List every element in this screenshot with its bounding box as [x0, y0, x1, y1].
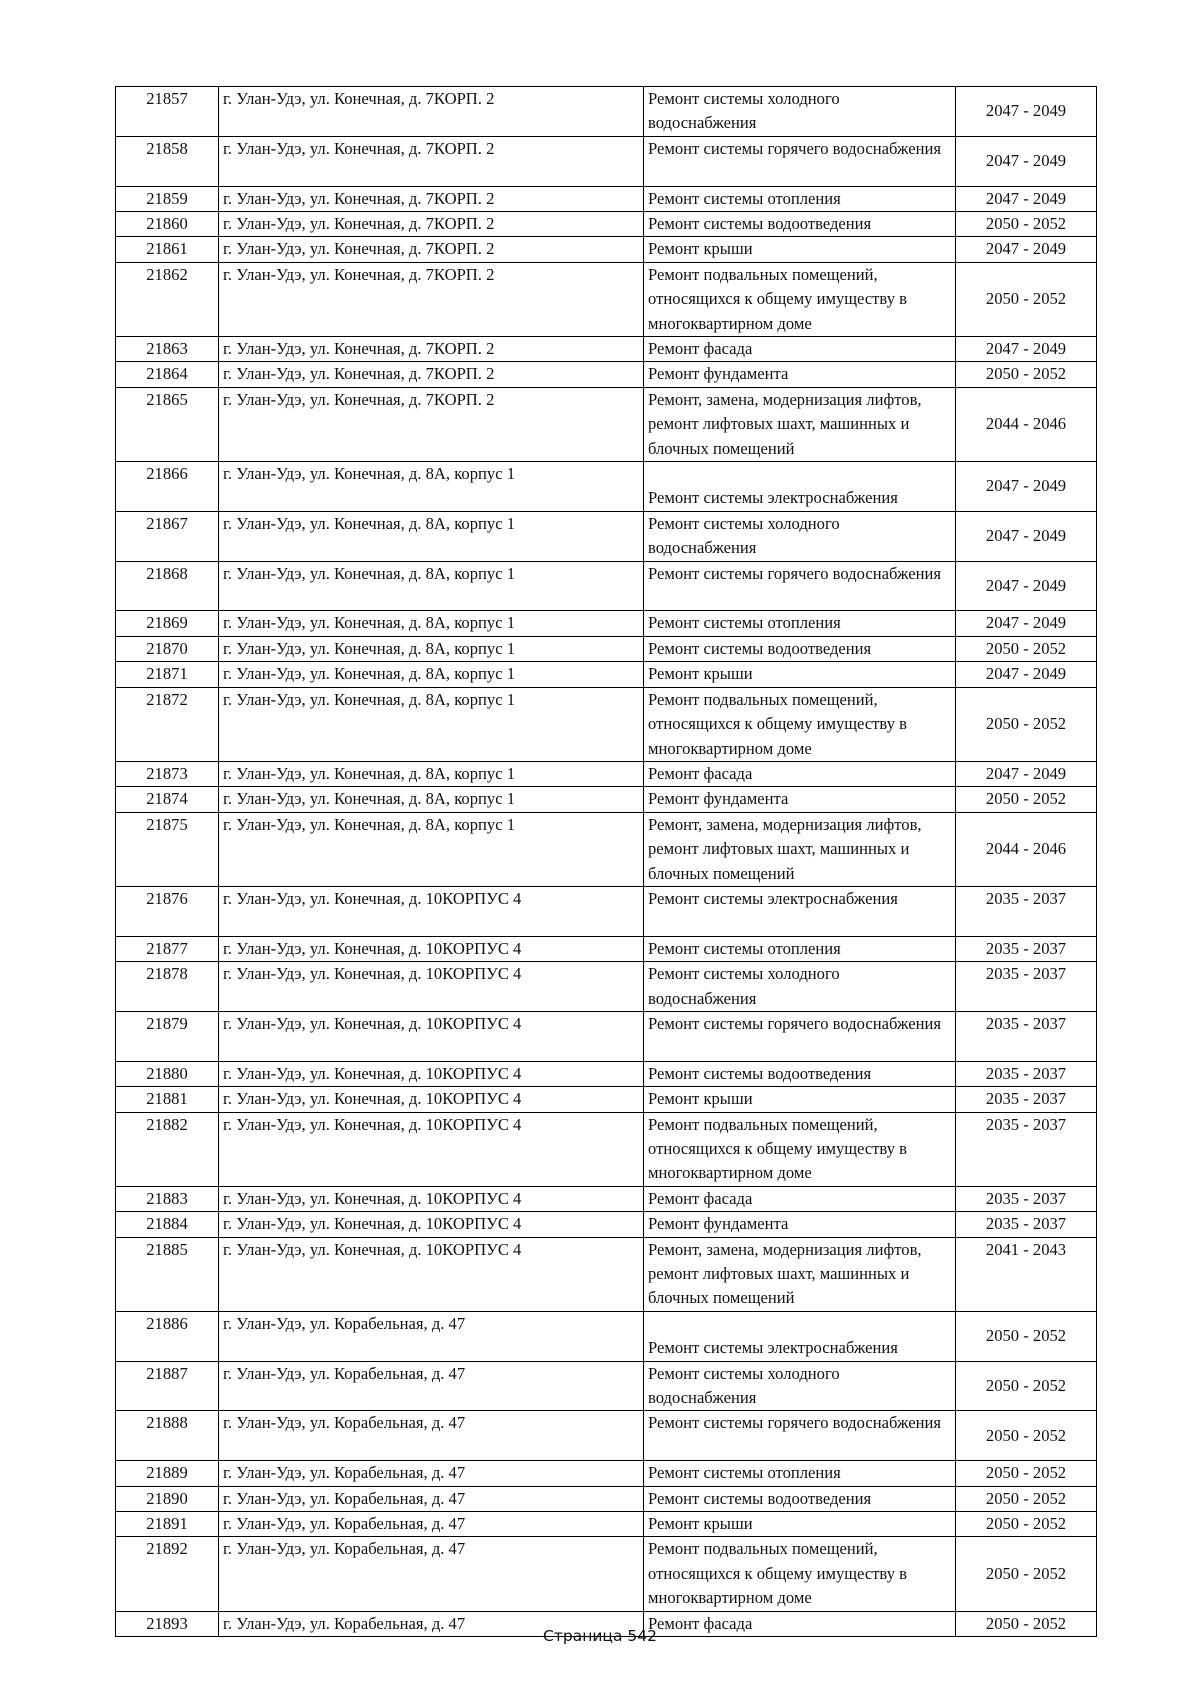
- table-row: [116, 662, 1097, 687]
- table-row: [116, 387, 1097, 461]
- period-cell: 2035 - 2037: [956, 1186, 1097, 1211]
- address-cell: г. Улан-Удэ, ул. Конечная, д. 7КОРП. 2: [219, 237, 644, 262]
- address-cell: г. Улан-Удэ, ул. Конечная, д. 7КОРП. 2: [219, 362, 644, 387]
- table-row: [116, 1112, 1097, 1186]
- period-cell: 2050 - 2052: [956, 1311, 1097, 1361]
- row-number: 21863: [116, 337, 219, 362]
- table-row: [116, 511, 1097, 561]
- work-type-cell: Ремонт, замена, модернизация лифтов, ремонт лифтовых шахт, машинных и блочных помещений: [644, 1237, 956, 1311]
- row-number: 21876: [116, 886, 219, 936]
- row-number: 21892: [116, 1537, 219, 1611]
- row-number: 21879: [116, 1011, 219, 1061]
- work-type-cell: Ремонт подвальных помещений, относящихся к общему имуществу в многоквартирном доме: [644, 262, 956, 336]
- period-cell: 2050 - 2052: [956, 262, 1097, 336]
- work-type-cell: Ремонт фасада: [644, 761, 956, 786]
- page-number: Страница 542: [543, 1627, 657, 1645]
- table-row: [116, 1011, 1097, 1061]
- period-cell: 2050 - 2052: [956, 1486, 1097, 1511]
- period-cell: 2047 - 2049: [956, 611, 1097, 636]
- period-cell: 2050 - 2052: [956, 1611, 1097, 1636]
- table-row: [116, 611, 1097, 636]
- work-type-cell: Ремонт системы холодного водоснабжения: [644, 87, 956, 137]
- table-row: [116, 362, 1097, 387]
- table-row: [116, 1186, 1097, 1211]
- row-number: 21862: [116, 262, 219, 336]
- work-type-cell: Ремонт системы электроснабжения: [644, 886, 956, 936]
- period-cell: 2050 - 2052: [956, 1512, 1097, 1537]
- work-type-cell: Ремонт подвальных помещений, относящихся к общему имуществу в многоквартирном доме: [644, 1112, 956, 1186]
- address-cell: г. Улан-Удэ, ул. Конечная, д. 8А, корпус 1: [219, 611, 644, 636]
- row-number: 21864: [116, 362, 219, 387]
- period-cell: 2035 - 2037: [956, 1112, 1097, 1186]
- row-number: 21883: [116, 1186, 219, 1211]
- row-number: 21873: [116, 761, 219, 786]
- address-cell: г. Улан-Удэ, ул. Конечная, д. 8А, корпус 1: [219, 662, 644, 687]
- period-cell: 2035 - 2037: [956, 1212, 1097, 1237]
- address-cell: г. Улан-Удэ, ул. Корабельная, д. 47: [219, 1461, 644, 1486]
- table-row: [116, 1311, 1097, 1361]
- row-number: 21866: [116, 462, 219, 512]
- row-number: 21858: [116, 136, 219, 186]
- address-cell: г. Улан-Удэ, ул. Конечная, д. 7КОРП. 2: [219, 387, 644, 461]
- address-cell: г. Улан-Удэ, ул. Конечная, д. 10КОРПУС 4: [219, 1011, 644, 1061]
- row-number: 21880: [116, 1061, 219, 1086]
- row-number: 21859: [116, 186, 219, 211]
- row-number: 21881: [116, 1087, 219, 1112]
- period-cell: 2044 - 2046: [956, 387, 1097, 461]
- row-number: 21869: [116, 611, 219, 636]
- work-type-cell: Ремонт подвальных помещений, относящихся к общему имуществу в многоквартирном доме: [644, 687, 956, 761]
- address-cell: г. Улан-Удэ, ул. Конечная, д. 10КОРПУС 4: [219, 1237, 644, 1311]
- address-cell: г. Улан-Удэ, ул. Конечная, д. 10КОРПУС 4: [219, 936, 644, 961]
- table-row: [116, 262, 1097, 336]
- table-row: [116, 761, 1097, 786]
- table-row: [116, 1087, 1097, 1112]
- period-cell: 2047 - 2049: [956, 662, 1097, 687]
- period-cell: 2047 - 2049: [956, 462, 1097, 512]
- address-cell: г. Улан-Удэ, ул. Конечная, д. 7КОРП. 2: [219, 262, 644, 336]
- work-type-cell: Ремонт, замена, модернизация лифтов, ремонт лифтовых шахт, машинных и блочных помещений: [644, 812, 956, 886]
- work-type-cell: Ремонт системы электроснабжения: [644, 1311, 956, 1361]
- table-row: [116, 787, 1097, 812]
- address-cell: г. Улан-Удэ, ул. Конечная, д. 7КОРП. 2: [219, 136, 644, 186]
- row-number: 21868: [116, 561, 219, 611]
- period-cell: 2050 - 2052: [956, 1361, 1097, 1411]
- address-cell: г. Улан-Удэ, ул. Конечная, д. 7КОРП. 2: [219, 186, 644, 211]
- period-cell: 2035 - 2037: [956, 886, 1097, 936]
- row-number: 21891: [116, 1512, 219, 1537]
- address-cell: г. Улан-Удэ, ул. Конечная, д. 8А, корпус 1: [219, 561, 644, 611]
- period-cell: 2050 - 2052: [956, 1537, 1097, 1611]
- row-number: 21893: [116, 1611, 219, 1636]
- work-type-cell: Ремонт фундамента: [644, 1212, 956, 1237]
- work-type-cell: Ремонт системы отопления: [644, 1461, 956, 1486]
- period-cell: 2035 - 2037: [956, 936, 1097, 961]
- row-number: 21886: [116, 1311, 219, 1361]
- table-row: [116, 936, 1097, 961]
- period-cell: 2047 - 2049: [956, 511, 1097, 561]
- address-cell: г. Улан-Удэ, ул. Конечная, д. 8А, корпус 1: [219, 787, 644, 812]
- work-type-cell: Ремонт системы водоотведения: [644, 636, 956, 661]
- row-number: 21871: [116, 662, 219, 687]
- work-type-cell: Ремонт фундамента: [644, 362, 956, 387]
- row-number: 21860: [116, 212, 219, 237]
- period-cell: 2047 - 2049: [956, 761, 1097, 786]
- period-cell: 2050 - 2052: [956, 636, 1097, 661]
- table-row: [116, 1361, 1097, 1411]
- row-number: 21867: [116, 511, 219, 561]
- table-row: [116, 1537, 1097, 1611]
- work-type-cell: Ремонт системы холодного водоснабжения: [644, 511, 956, 561]
- work-type-cell: Ремонт системы горячего водоснабжения: [644, 1411, 956, 1461]
- table-row: [116, 561, 1097, 611]
- address-cell: г. Улан-Удэ, ул. Конечная, д. 7КОРП. 2: [219, 337, 644, 362]
- address-cell: г. Улан-Удэ, ул. Корабельная, д. 47: [219, 1361, 644, 1411]
- row-number: 21861: [116, 237, 219, 262]
- address-cell: г. Улан-Удэ, ул. Конечная, д. 10КОРПУС 4: [219, 962, 644, 1012]
- table-row: [116, 1237, 1097, 1311]
- period-cell: 2035 - 2037: [956, 1087, 1097, 1112]
- period-cell: 2047 - 2049: [956, 337, 1097, 362]
- table-row: [116, 186, 1097, 211]
- address-cell: г. Улан-Удэ, ул. Конечная, д. 8А, корпус 1: [219, 812, 644, 886]
- table-row: [116, 962, 1097, 1012]
- work-type-cell: Ремонт крыши: [644, 1087, 956, 1112]
- row-number: 21888: [116, 1411, 219, 1461]
- address-cell: г. Улан-Удэ, ул. Конечная, д. 8А, корпус 1: [219, 761, 644, 786]
- work-type-cell: Ремонт крыши: [644, 237, 956, 262]
- table-row: [116, 87, 1097, 137]
- row-number: 21885: [116, 1237, 219, 1311]
- table-row: [116, 337, 1097, 362]
- table-row: [116, 1411, 1097, 1461]
- period-cell: 2047 - 2049: [956, 237, 1097, 262]
- address-cell: г. Улан-Удэ, ул. Конечная, д. 10КОРПУС 4: [219, 1186, 644, 1211]
- period-cell: 2035 - 2037: [956, 1061, 1097, 1086]
- address-cell: г. Улан-Удэ, ул. Конечная, д. 8А, корпус 1: [219, 511, 644, 561]
- address-cell: г. Улан-Удэ, ул. Корабельная, д. 47: [219, 1537, 644, 1611]
- address-cell: г. Улан-Удэ, ул. Корабельная, д. 47: [219, 1311, 644, 1361]
- work-type-cell: Ремонт фасада: [644, 1611, 956, 1636]
- work-type-cell: Ремонт системы водоотведения: [644, 212, 956, 237]
- table-row: [116, 237, 1097, 262]
- work-type-cell: Ремонт системы водоотведения: [644, 1061, 956, 1086]
- table-row: [116, 1212, 1097, 1237]
- work-type-cell: Ремонт фасада: [644, 1186, 956, 1211]
- period-cell: 2050 - 2052: [956, 362, 1097, 387]
- work-type-cell: Ремонт крыши: [644, 662, 956, 687]
- work-type-cell: Ремонт крыши: [644, 1512, 956, 1537]
- table-row: [116, 1512, 1097, 1537]
- row-number: 21877: [116, 936, 219, 961]
- row-number: 21875: [116, 812, 219, 886]
- row-number: 21884: [116, 1212, 219, 1237]
- work-type-cell: Ремонт системы водоотведения: [644, 1486, 956, 1511]
- work-type-cell: Ремонт системы горячего водоснабжения: [644, 1011, 956, 1061]
- address-cell: г. Улан-Удэ, ул. Корабельная, д. 47: [219, 1411, 644, 1461]
- row-number: 21865: [116, 387, 219, 461]
- address-cell: г. Улан-Удэ, ул. Конечная, д. 10КОРПУС 4: [219, 1061, 644, 1086]
- table-row: [116, 1486, 1097, 1511]
- table-row: [116, 886, 1097, 936]
- period-cell: 2035 - 2037: [956, 962, 1097, 1012]
- table-row: [116, 1461, 1097, 1486]
- work-type-cell: Ремонт системы электроснабжения: [644, 462, 956, 512]
- address-cell: г. Улан-Удэ, ул. Конечная, д. 10КОРПУС 4: [219, 1112, 644, 1186]
- period-cell: 2050 - 2052: [956, 1411, 1097, 1461]
- address-cell: г. Улан-Удэ, ул. Корабельная, д. 47: [219, 1512, 644, 1537]
- work-type-cell: Ремонт системы отопления: [644, 936, 956, 961]
- period-cell: 2041 - 2043: [956, 1237, 1097, 1311]
- table-row: [116, 636, 1097, 661]
- table-row: [116, 136, 1097, 186]
- work-type-cell: Ремонт системы горячего водоснабжения: [644, 136, 956, 186]
- work-type-cell: Ремонт системы отопления: [644, 611, 956, 636]
- row-number: 21857: [116, 87, 219, 137]
- period-cell: 2047 - 2049: [956, 87, 1097, 137]
- table-row: [116, 212, 1097, 237]
- address-cell: г. Улан-Удэ, ул. Конечная, д. 10КОРПУС 4: [219, 886, 644, 936]
- table-row: [116, 1061, 1097, 1086]
- address-cell: г. Улан-Удэ, ул. Конечная, д. 10КОРПУС 4: [219, 1087, 644, 1112]
- work-type-cell: Ремонт системы холодного водоснабжения: [644, 1361, 956, 1411]
- period-cell: 2047 - 2049: [956, 136, 1097, 186]
- work-type-cell: Ремонт подвальных помещений, относящихся к общему имуществу в многоквартирном доме: [644, 1537, 956, 1611]
- row-number: 21874: [116, 787, 219, 812]
- period-cell: 2050 - 2052: [956, 1461, 1097, 1486]
- address-cell: г. Улан-Удэ, ул. Конечная, д. 7КОРП. 2: [219, 212, 644, 237]
- address-cell: г. Улан-Удэ, ул. Конечная, д. 8А, корпус 1: [219, 636, 644, 661]
- row-number: 21870: [116, 636, 219, 661]
- row-number: 21882: [116, 1112, 219, 1186]
- row-number: 21890: [116, 1486, 219, 1511]
- table-row: [116, 462, 1097, 512]
- address-cell: г. Улан-Удэ, ул. Конечная, д. 10КОРПУС 4: [219, 1212, 644, 1237]
- repair-schedule-table: [115, 86, 1097, 1637]
- address-cell: г. Улан-Удэ, ул. Конечная, д. 8А, корпус 1: [219, 462, 644, 512]
- address-cell: г. Улан-Удэ, ул. Корабельная, д. 47: [219, 1486, 644, 1511]
- row-number: 21872: [116, 687, 219, 761]
- period-cell: 2050 - 2052: [956, 212, 1097, 237]
- work-type-cell: Ремонт системы холодного водоснабжения: [644, 962, 956, 1012]
- row-number: 21887: [116, 1361, 219, 1411]
- table-row: [116, 687, 1097, 761]
- address-cell: г. Улан-Удэ, ул. Конечная, д. 8А, корпус 1: [219, 687, 644, 761]
- period-cell: 2050 - 2052: [956, 687, 1097, 761]
- period-cell: 2044 - 2046: [956, 812, 1097, 886]
- row-number: 21889: [116, 1461, 219, 1486]
- period-cell: 2035 - 2037: [956, 1011, 1097, 1061]
- row-number: 21878: [116, 962, 219, 1012]
- work-type-cell: Ремонт фундамента: [644, 787, 956, 812]
- address-cell: г. Улан-Удэ, ул. Корабельная, д. 47: [219, 1611, 644, 1636]
- table-body: [116, 87, 1097, 1637]
- period-cell: 2050 - 2052: [956, 787, 1097, 812]
- table-row: [116, 812, 1097, 886]
- work-type-cell: Ремонт, замена, модернизация лифтов, ремонт лифтовых шахт, машинных и блочных помещений: [644, 387, 956, 461]
- period-cell: 2047 - 2049: [956, 561, 1097, 611]
- address-cell: г. Улан-Удэ, ул. Конечная, д. 7КОРП. 2: [219, 87, 644, 137]
- work-type-cell: Ремонт системы отопления: [644, 186, 956, 211]
- work-type-cell: Ремонт системы горячего водоснабжения: [644, 561, 956, 611]
- work-type-cell: Ремонт фасада: [644, 337, 956, 362]
- period-cell: 2047 - 2049: [956, 186, 1097, 211]
